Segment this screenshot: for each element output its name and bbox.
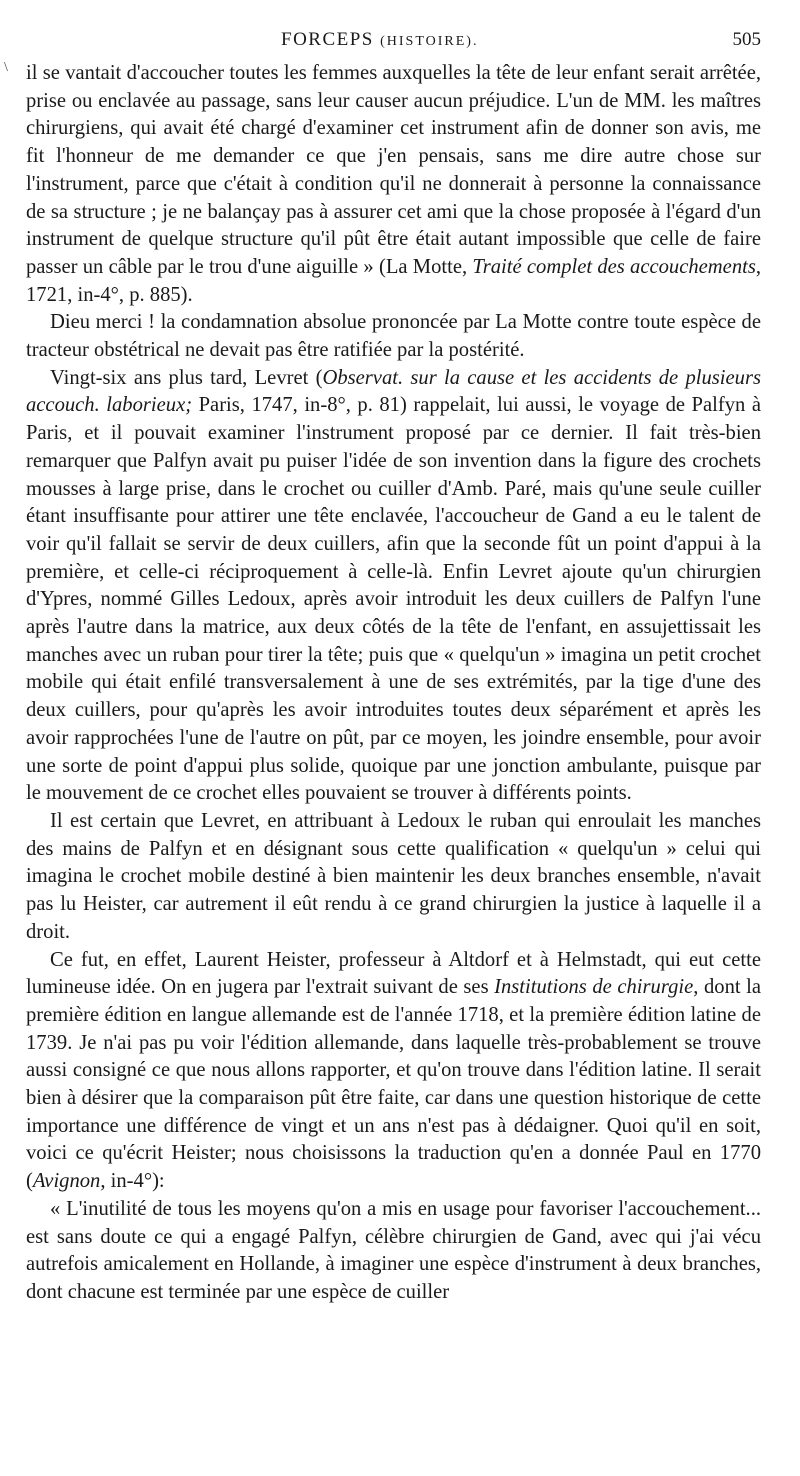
running-title-main: FORCEPS: [281, 29, 374, 50]
italic-citation: Observat. sur la cause et les accidents de plusieurs accouch. laborieux;: [26, 366, 761, 417]
paragraph: [26, 808, 761, 947]
italic-citation: Institutions de chirurgie: [494, 976, 694, 999]
italic-citation: Traité complet des accouchements: [472, 255, 756, 278]
text-run: Vingt-six ans plus tard, Levret (: [50, 366, 323, 389]
text-run: Il est certain que Levret, en attribuant à Ledoux le ruban qui enroulait les manches des mains de Palfyn et en désignant sous cette qualification « quelqu'un » celui qui imagina le crochet mobile destiné à bien maintenir les deux branches ensemble, n'avait pas lu Heister, car autrement il eût rendu à ce grand chirurgien la justice à laquelle il a droit.: [26, 809, 761, 943]
paragraph: [26, 309, 761, 364]
body-text: [26, 60, 761, 1307]
document-page: [26, 26, 761, 1307]
text-run: Paris, 1747, in-8°, p. 81) rappelait, lui aussi, le voyage de Palfyn à Paris, et il pouvait examiner l'instrument proposé par ce dernier. Il fait très-bien remarquer que Palfyn avait pu puiser l'idée de son invention dans la figure des crochets mousses à large prise, dans le crochet ou cuiller d'Amb. Paré, mais qu'une seule cuiller étant insuffisante pour attirer une tête enclavée, l'accoucheur de Gand a eu le talent de voir qu'il fallait se servir de deux cuillers, afin que la seconde fût un point d'appui à la première, et celle-ci réciproquement à celle-là. Enfin Levret ajoute qu'un chirurgien d'Ypres, nommé Gilles Ledoux, après avoir introduit les deux cuillers de Palfyn l'une après l'autre dans la matrice, aux deux côtés de la tête de l'enfant, en assujettissait les manches avec un ruban pour tirer la tête; puis que « quelqu'un » imagina un petit crochet mobile qui était enfilé transversalement à une de ses extrémités, par la tige d'une des deux cuillers, pour qu'après les avoir introduites toutes deux séparément et après les avoir rapprochées l'une de l'autre on pût, par ce moyen, les joindre ensemble, pour avoir une sorte de point d'appui plus solide, quoique par une jonction ambulante, puisque par le mouvement de ce crochet elles pouvaient se trouver à différents points.: [26, 394, 761, 805]
text-run: « L'inutilité de tous les moyens qu'on a mis en usage pour favoriser l'accouchement... est sans doute ce qui a engagé Palfyn, célèbre chirurgien de Gand, avec qui j'ai vécu autrefois amicalement en Hollande, à imaginer une espèce d'instrument à deux branches, dont chacune est terminée par une espèce de cuiller: [26, 1197, 761, 1303]
running-header: [26, 26, 761, 60]
paragraph: [26, 1196, 761, 1307]
running-title: [281, 26, 478, 56]
page-number: 505: [732, 29, 761, 50]
text-run: Ce fut, en effet, Laurent Heister, professeur à Altdorf et à Helmstadt, qui eut cette lumineuse idée. On en jugera par l'extrait suivant de ses: [26, 948, 761, 999]
paragraph: [26, 60, 761, 309]
margin-mark: \: [4, 60, 8, 75]
text-run: Dieu merci ! la condamnation absolue prononcée par La Motte contre toute espèce de tracteur obstétrical ne devait pas être ratifiée par la postérité.: [26, 311, 761, 362]
paragraph: [26, 947, 761, 1196]
paragraph: [26, 365, 761, 808]
text-run: , in-4°):: [100, 1170, 165, 1193]
text-run: il se vantait d'accoucher toutes les femmes auxquelles la tête de leur enfant serait arrêtée, prise ou enclavée au passage, sans leur causer aucun préjudice. L'un de MM. les maîtres chirurgiens, qui avait été chargé d'examiner cet instrument afin de donner son avis, me fit l'honneur de me demander ce que j'en pensais, sans me dire autre chose sur l'instrument, parce que c'était à condition qu'il ne donnerait à personne la connaissance de sa structure ; je ne balançay pas à assurer cet ami que la chose proposée à l'égard d'un instrument de quelque structure qu'il pût être était autant impossible que celle de faire passer un câble par le trou d'une aiguille » (La Motte,: [26, 62, 761, 278]
text-run: , 1721, in-4°, p. 885).: [26, 255, 762, 306]
running-title-sub: (HISTOIRE).: [380, 34, 479, 49]
text-run: , dont la première édition en langue allemande est de l'année 1718, et la première édition latine de 1739. Je n'ai pas pu voir l'édition allemande, dans laquelle très-probablement se trouve aussi consigné ce que nous allons rapporter, et qu'on trouve dans l'édition latine. Il serait bien à désirer que la comparaison pût être faite, car dans une question historique de cette importance une différence de vingt et un ans n'est pas à dédaigner. Quoi qu'il en soit, voici ce qu'écrit Heister; nous choisissons la traduction qu'en a donnée Paul en 1770 (: [26, 976, 762, 1193]
italic-citation: Avignon: [32, 1170, 101, 1193]
